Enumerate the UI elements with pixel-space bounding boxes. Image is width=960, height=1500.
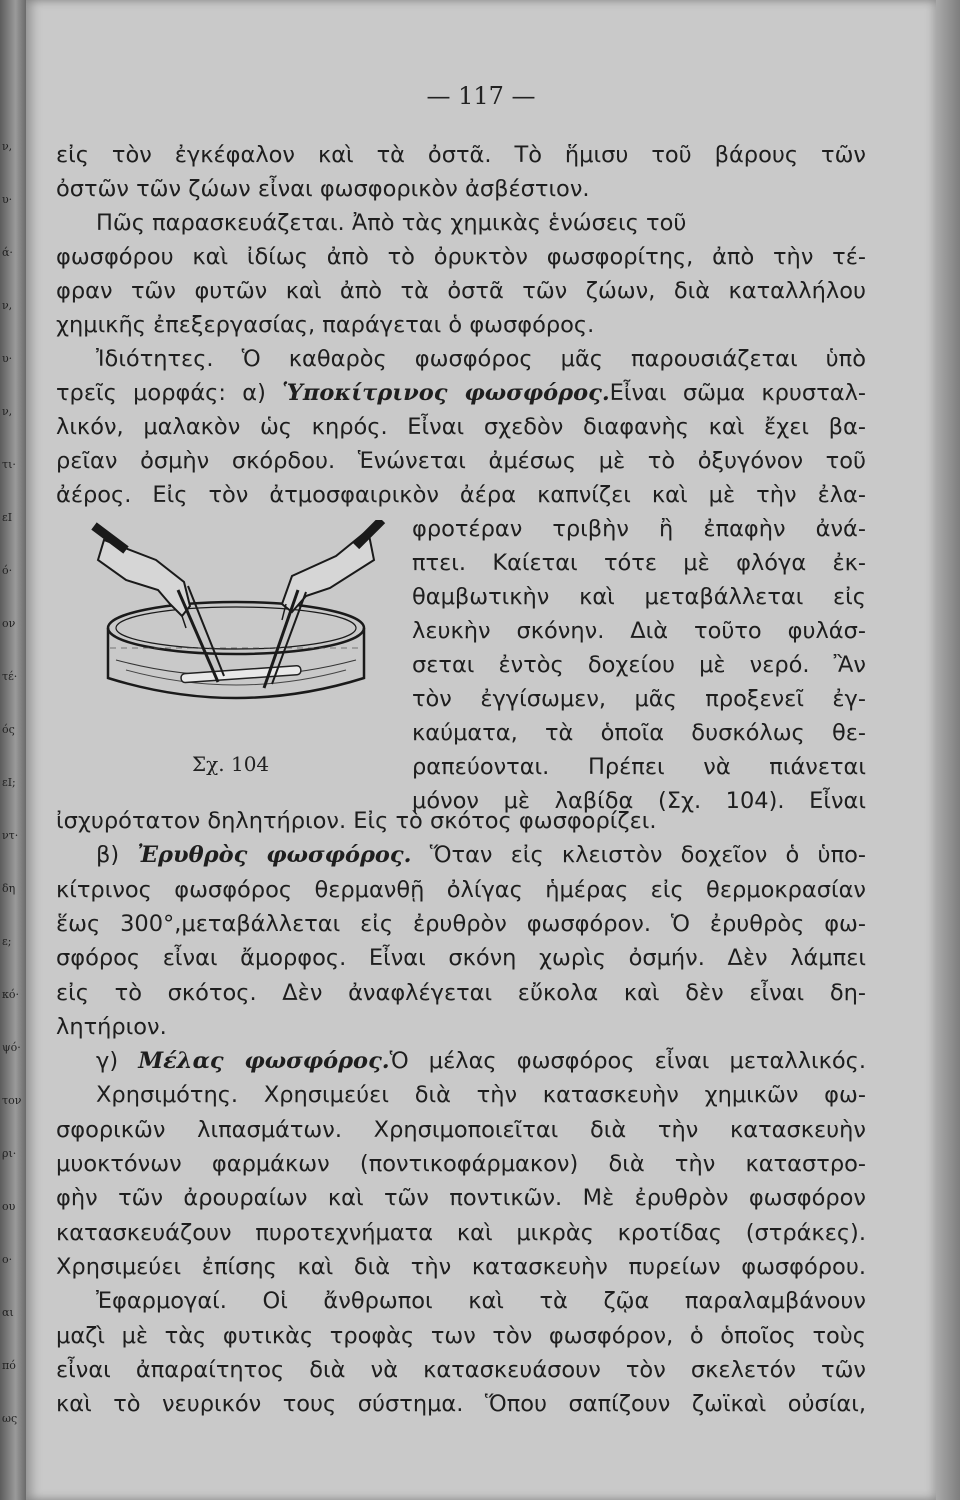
text-line: ραπεύονται. Πρέπει νὰ πιάνεται xyxy=(412,754,866,780)
text-line: λευκὴν σκόνην. Διὰ τοῦτο φυλάσ- xyxy=(412,618,866,644)
margin-fragment: εΙ xyxy=(2,511,13,524)
text-run: β) xyxy=(96,842,138,869)
text-line: Πῶς παρασκευάζεται. Ἀπὸ τὰς χημικὰς ἑνώσεις τοῦ xyxy=(96,210,687,236)
margin-fragment: πό xyxy=(2,1359,16,1372)
text-line: Ἰδιότητες. Ὁ καθαρὸς φωσφόρος μᾶς παρουσιάζεται ὑπὸ xyxy=(96,346,866,372)
margin-fragment: ου xyxy=(2,1200,16,1213)
margin-fragment: τον xyxy=(2,1094,22,1107)
text-line: καύματα, τὰ ὁποῖα δυσκόλως θε- xyxy=(412,720,866,746)
margin-fragment: ο· xyxy=(2,1253,13,1266)
margin-fragment: ψό· xyxy=(2,1041,21,1054)
text-line: σφορικῶν λιπασμάτων. Χρησιμοποιεῖται διὰ τὴν κατασκευὴν xyxy=(56,1116,866,1143)
text-line: ἰσχυρότατον δηλητήριον. Εἰς τὸ σκότος φωσφορίζει. xyxy=(56,808,657,834)
text-line: ρεῖαν ὀσμὴν σκόρδου. Ἑνώνεται ἀμέσως μὲ τὸ ὀξυγόνον τοῦ xyxy=(56,448,866,474)
text-line: χημικῆς ἐπεξεργασίας, παράγεται ὁ φωσφόρος. xyxy=(56,312,595,338)
text-line: ἕως 300°,μεταβάλλεται εἰς ἐρυθρὸν φωσφόρον. Ὁ ἐρυθρὸς φω- xyxy=(56,910,866,937)
margin-fragment: εΙ; xyxy=(2,776,16,789)
margin-fragment: ν, xyxy=(2,405,13,418)
previous-page-edge xyxy=(0,0,26,1500)
text-line: ὀστῶν τῶν ζώων εἶναι φωσφορικὸν ἀσβέστιον. xyxy=(56,176,590,202)
text-line: Χρησιμότης. Χρησιμεύει διὰ τὴν κατασκευὴν χημικῶν φω- xyxy=(96,1082,866,1109)
text-line xyxy=(56,378,866,408)
book-page xyxy=(26,0,936,1500)
margin-fragment: ως xyxy=(2,1412,18,1425)
text-line: τὸν ἐγγίσωμεν, μᾶς προξενεῖ ἐγ- xyxy=(412,686,866,712)
text-run: Εἶναι σῶμα κρυσταλ- xyxy=(609,380,867,406)
text-line: εἶναι ἀπαραίτητος διὰ νὰ κατασκευάσουν τὸν σκελετόν τῶν xyxy=(56,1356,866,1383)
text-line: φροτέραν τριβὴν ἢ ἐπαφὴν ἀνά- xyxy=(412,516,866,542)
text-line: θαμβωτικὴν καὶ μεταβάλλεται εἰς xyxy=(412,584,866,610)
text-line: μαζὶ μὲ τὰς φυτικὰς τροφὰς των τὸν φωσφόρον, ὁ ὁποῖος τοὺς xyxy=(56,1322,866,1349)
text-line: φωσφόρου καὶ ἰδίως ἀπὸ τὸ ὀρυκτὸν φωσφορίτης, ἀπὸ τὴν τέ- xyxy=(56,244,866,270)
margin-fragment: ός xyxy=(2,723,15,736)
margin-fragment: κό· xyxy=(2,988,19,1001)
margin-fragment: ν, xyxy=(2,299,13,312)
margin-fragment: τέ· xyxy=(2,670,18,683)
text-run: τρεῖς μορφάς: α) xyxy=(56,380,283,406)
text-line: Χρησιμεύει ἐπίσης καὶ διὰ τὴν κατασκευὴν πυρείων φωσφόρου. xyxy=(56,1253,866,1280)
margin-fragment: αι xyxy=(2,1306,14,1319)
text-line: πτει. Καίεται τότε μὲ φλόγα ἐκ- xyxy=(412,550,866,576)
margin-fragment: υ· xyxy=(2,352,13,365)
text-run: Ὅταν εἰς κλειστὸν δοχεῖον ὁ ὑπο- xyxy=(411,842,867,869)
figure-hands-with-tongs-in-water-dish xyxy=(86,520,386,730)
margin-fragment: ρι· xyxy=(2,1147,17,1160)
text-line: εἰς τὸν ἐγκέφαλον καὶ τὰ ὀστᾶ. Τὸ ἥμισυ τοῦ βάρους τῶν xyxy=(56,142,866,168)
text-line: λητήριον. xyxy=(56,1013,167,1040)
margin-fragment: δη xyxy=(2,882,16,895)
margin-fragment: υ· xyxy=(2,193,13,206)
text-line: κατασκευάζουν πυροτεχνήματα καὶ μικρὰς κροτίδας (στράκες). xyxy=(56,1219,866,1246)
margin-fragment: ό· xyxy=(2,564,13,577)
margin-fragment: ν, xyxy=(2,140,13,153)
text-line: μυοκτόνων φαρμάκων (ποντικοφάρμακον) διὰ τὴν καταστρο- xyxy=(56,1151,866,1177)
text-line: σεται ἐντὸς δοχείου μὲ νερό. Ἂν xyxy=(412,652,866,678)
heading-inline: Μέλας φωσφόρος. xyxy=(138,1048,390,1075)
margin-fragment: τι· xyxy=(2,458,16,471)
text-run: Ὁ μέλας φωσφόρος εἶναι μεταλλικός. xyxy=(389,1048,867,1075)
margin-fragment: ντ· xyxy=(2,829,19,842)
page-edge-right xyxy=(936,0,960,1500)
text-line: Ἐφαρμογαί. Οἱ ἄνθρωποι καὶ τὰ ζῷα παραλαμβάνουν xyxy=(96,1288,866,1315)
text-line: μόνον μὲ λαβίδα (Σχ. 104). Εἶναι xyxy=(412,788,866,814)
text-line xyxy=(96,840,866,870)
margin-fragment: ον xyxy=(2,617,16,630)
figure-caption: Σχ. 104 xyxy=(192,752,270,776)
text-line: εἰς τὸ σκότος. Δὲν ἀναφλέγεται εὔκολα καὶ δὲν εἶναι δη- xyxy=(56,979,866,1006)
text-line: λικόν, μαλακὸν ὡς κηρός. Εἶναι σχεδὸν διαφανὴς καὶ ἔχει βα- xyxy=(56,414,866,440)
text-line: κίτρινος φωσφόρος θερμανθῇ ὀλίγας ἡμέρας εἰς θερμοκρασίαν xyxy=(56,876,866,903)
text-line: ἀέρος. Εἰς τὸν ἀτμοσφαιρικὸν ἀέρα καπνίζει καὶ μὲ τὴν ἐλα- xyxy=(56,482,866,508)
text-run: γ) xyxy=(96,1048,139,1075)
heading-inline: Ὑποκίτρινος φωσφόρος. xyxy=(282,380,610,406)
text-line: καὶ τὸ νευρικόν τους σύστημα. Ὅπου σαπίζουν ζωϊκαὶ οὐσίαι, xyxy=(56,1391,866,1418)
text-line: σφόρος εἶναι ἄμορφος. Εἶναι σκόνη χωρὶς ὀσμήν. Δὲν λάμπει xyxy=(56,945,866,972)
text-line: φραν τῶν φυτῶν καὶ ἀπὸ τὰ ὀστᾶ τῶν ζώων, διὰ καταλλήλου xyxy=(56,278,866,304)
margin-fragment: ε; xyxy=(2,935,12,948)
heading-inline: Ἐρυθρὸς φωσφόρος. xyxy=(137,842,412,869)
margin-fragment: ά· xyxy=(2,246,13,259)
text-line xyxy=(96,1046,866,1076)
text-line: φὴν τῶν ἀρουραίων καὶ τῶν ποντικῶν. Μὲ ἐρυθρὸν φωσφόρον xyxy=(56,1185,866,1212)
page-number: — 117 — xyxy=(426,82,536,110)
